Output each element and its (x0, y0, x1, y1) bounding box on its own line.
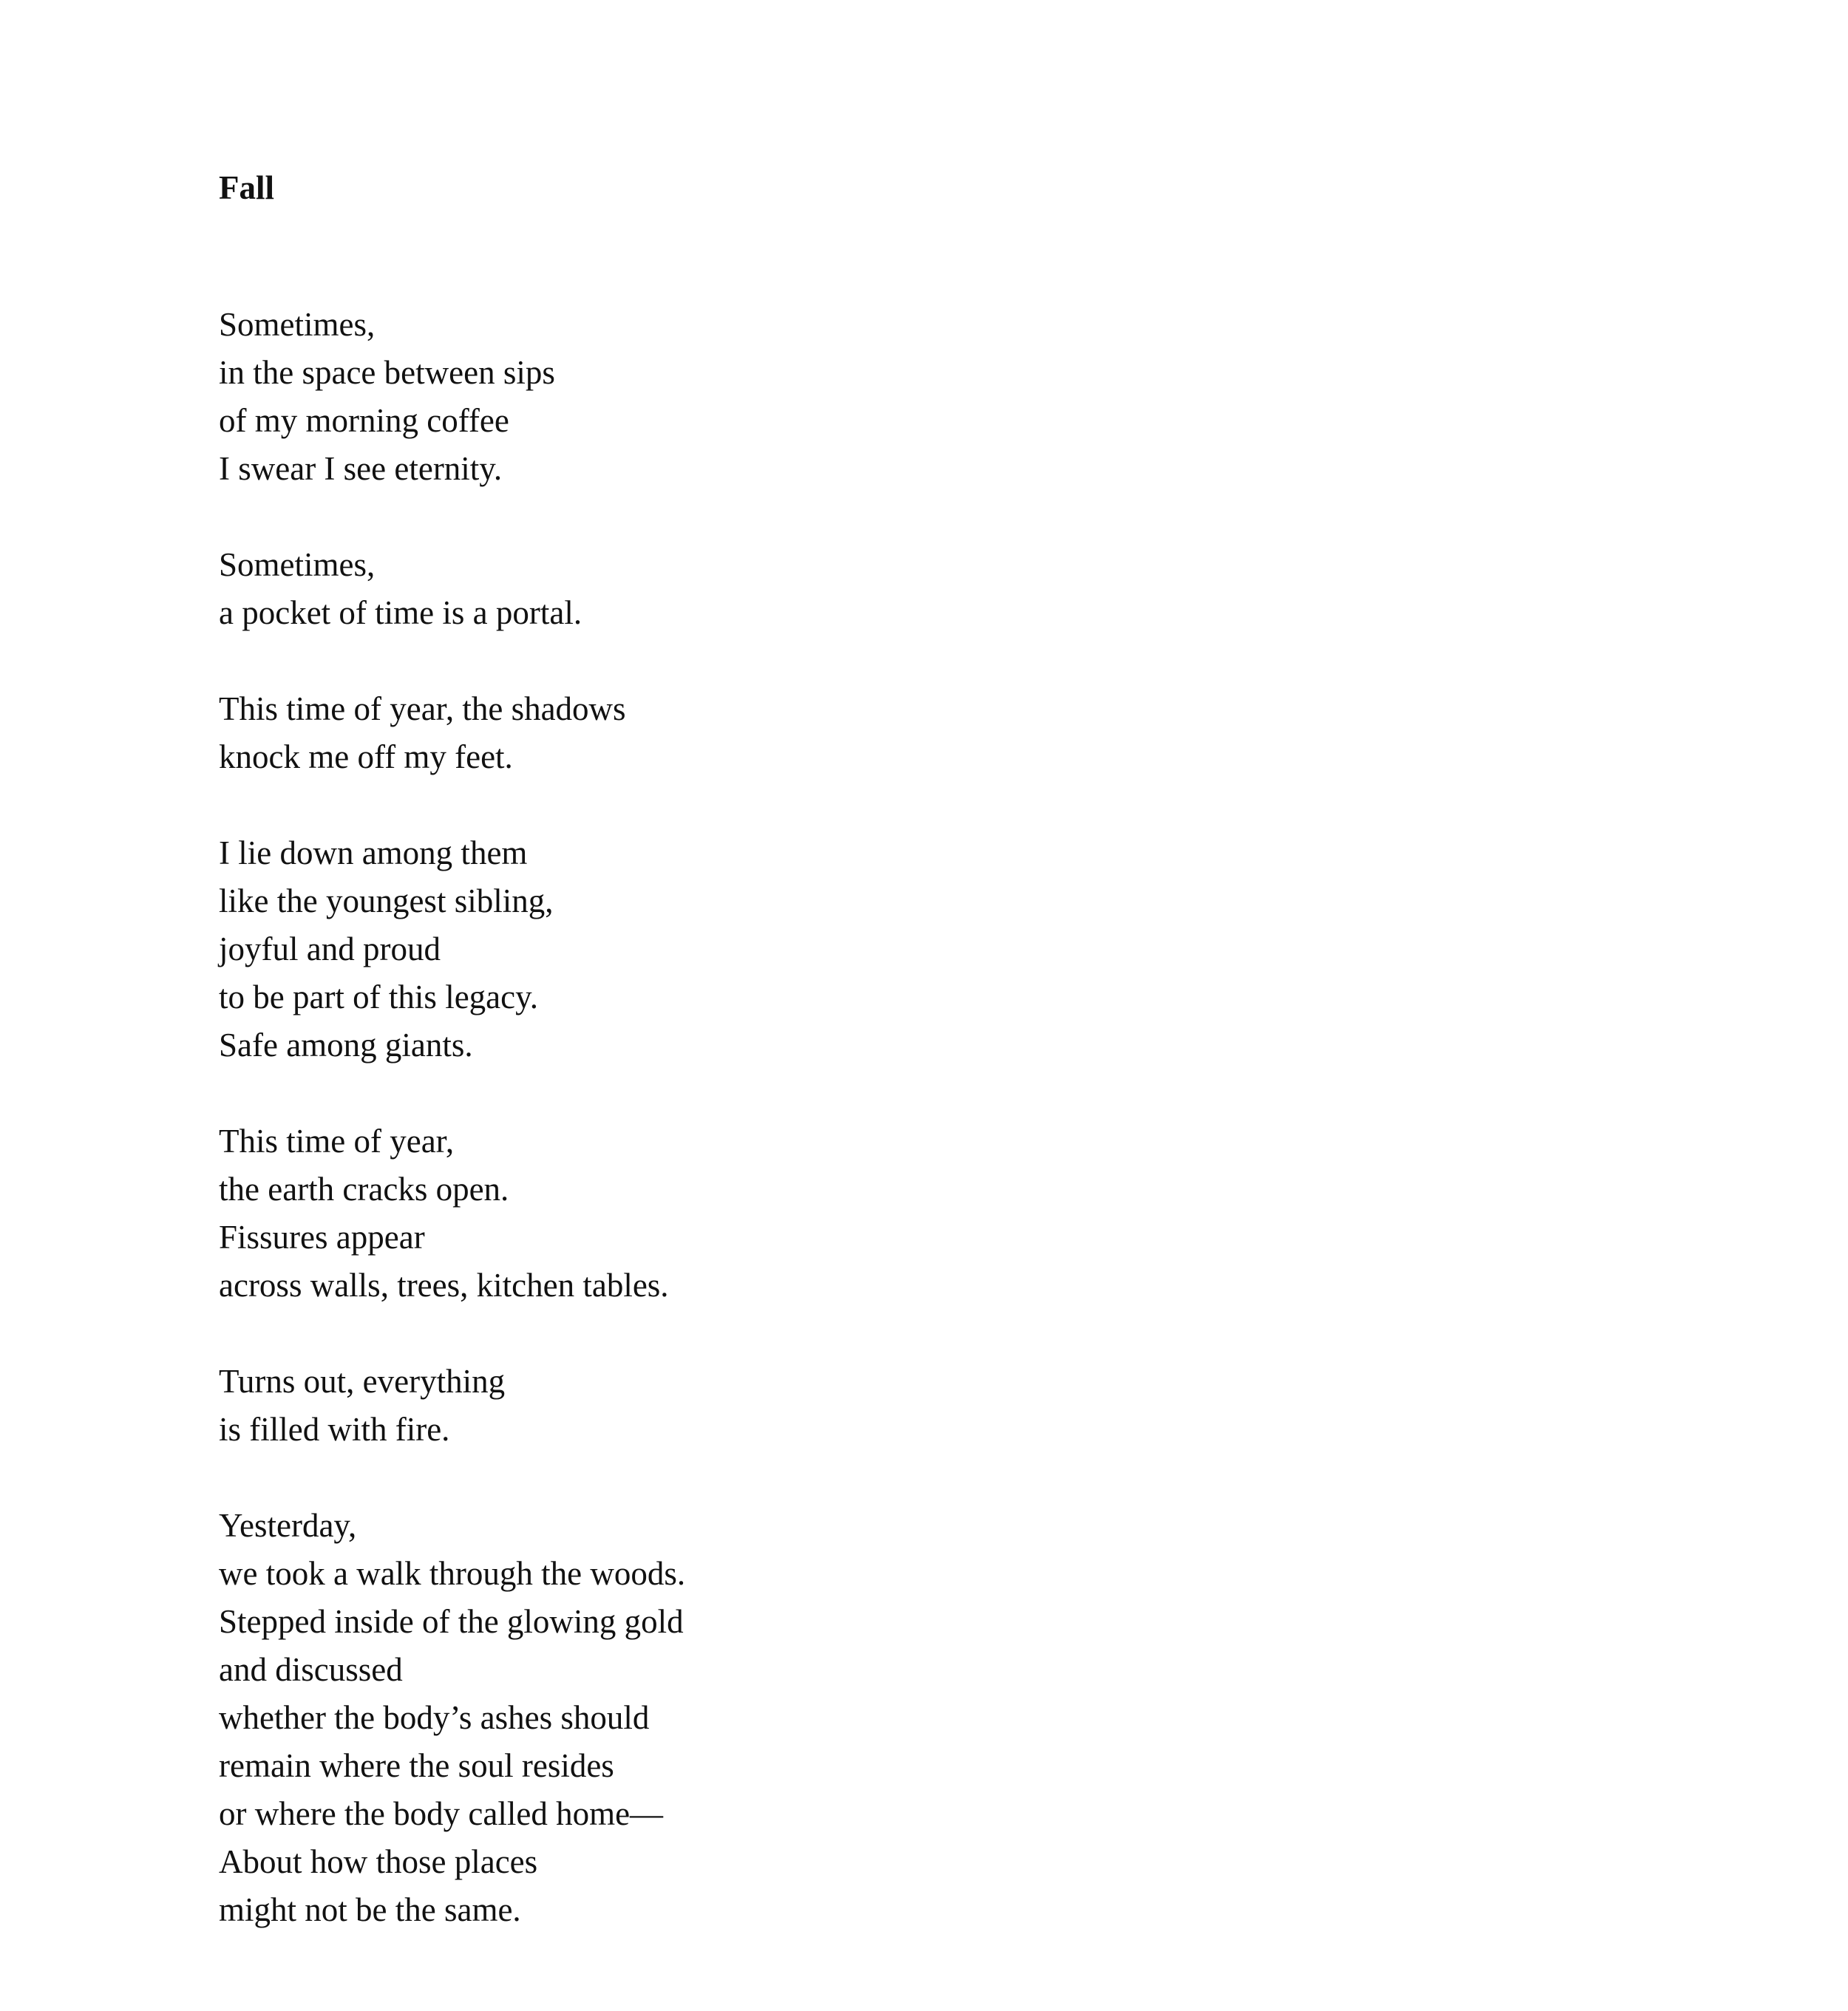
stanza (219, 685, 1697, 781)
poem (219, 164, 1697, 1982)
poem-line: Sometimes, (219, 306, 376, 343)
stanza (219, 1502, 1697, 1934)
poem-line: Stepped inside of the glowing gold (219, 1603, 684, 1640)
stanza (219, 1117, 1697, 1310)
stanza (219, 829, 1697, 1069)
poem-line: This time of year, (219, 1123, 455, 1160)
stanza (219, 541, 1697, 637)
poem-line: like the youngest sibling, (219, 882, 554, 919)
poem-line: About how those places (219, 1843, 538, 1880)
poem-line: Safe among giants. (219, 1027, 473, 1064)
poem-line: and discussed (219, 1651, 403, 1688)
stanza (219, 301, 1697, 493)
poem-line: a pocket of time is a portal. (219, 594, 582, 631)
poem-line: remain where the soul resides (219, 1747, 614, 1784)
poem-line: the earth cracks open. (219, 1171, 509, 1208)
poem-line: Yesterday, (219, 1507, 357, 1544)
poem-line: to be part of this legacy. (219, 979, 538, 1015)
poem-line: Turns out, everything (219, 1363, 506, 1400)
poem-line: is filled with fire. (219, 1411, 450, 1448)
poem-line: Fissures appear (219, 1219, 425, 1256)
poem-line: joyful and proud (219, 930, 441, 967)
stanza (219, 1358, 1697, 1454)
poem-line: I lie down among them (219, 834, 528, 871)
poem-line: whether the body’s ashes should (219, 1699, 650, 1736)
poem-line: Sometimes, (219, 546, 376, 583)
poem-line: or where the body called home— (219, 1795, 664, 1832)
poem-line: I swear I see eternity. (219, 450, 503, 487)
poem-line: might not be the same. (219, 1891, 521, 1928)
poem-line: we took a walk through the woods. (219, 1555, 686, 1592)
poem-title: Fall (219, 169, 274, 206)
poem-line: across walls, trees, kitchen tables. (219, 1267, 669, 1304)
poem-line: of my morning coffee (219, 402, 509, 439)
poem-line: knock me off my feet. (219, 738, 513, 775)
poem-line: in the space between sips (219, 354, 555, 391)
poem-line: This time of year, the shadows (219, 690, 626, 727)
